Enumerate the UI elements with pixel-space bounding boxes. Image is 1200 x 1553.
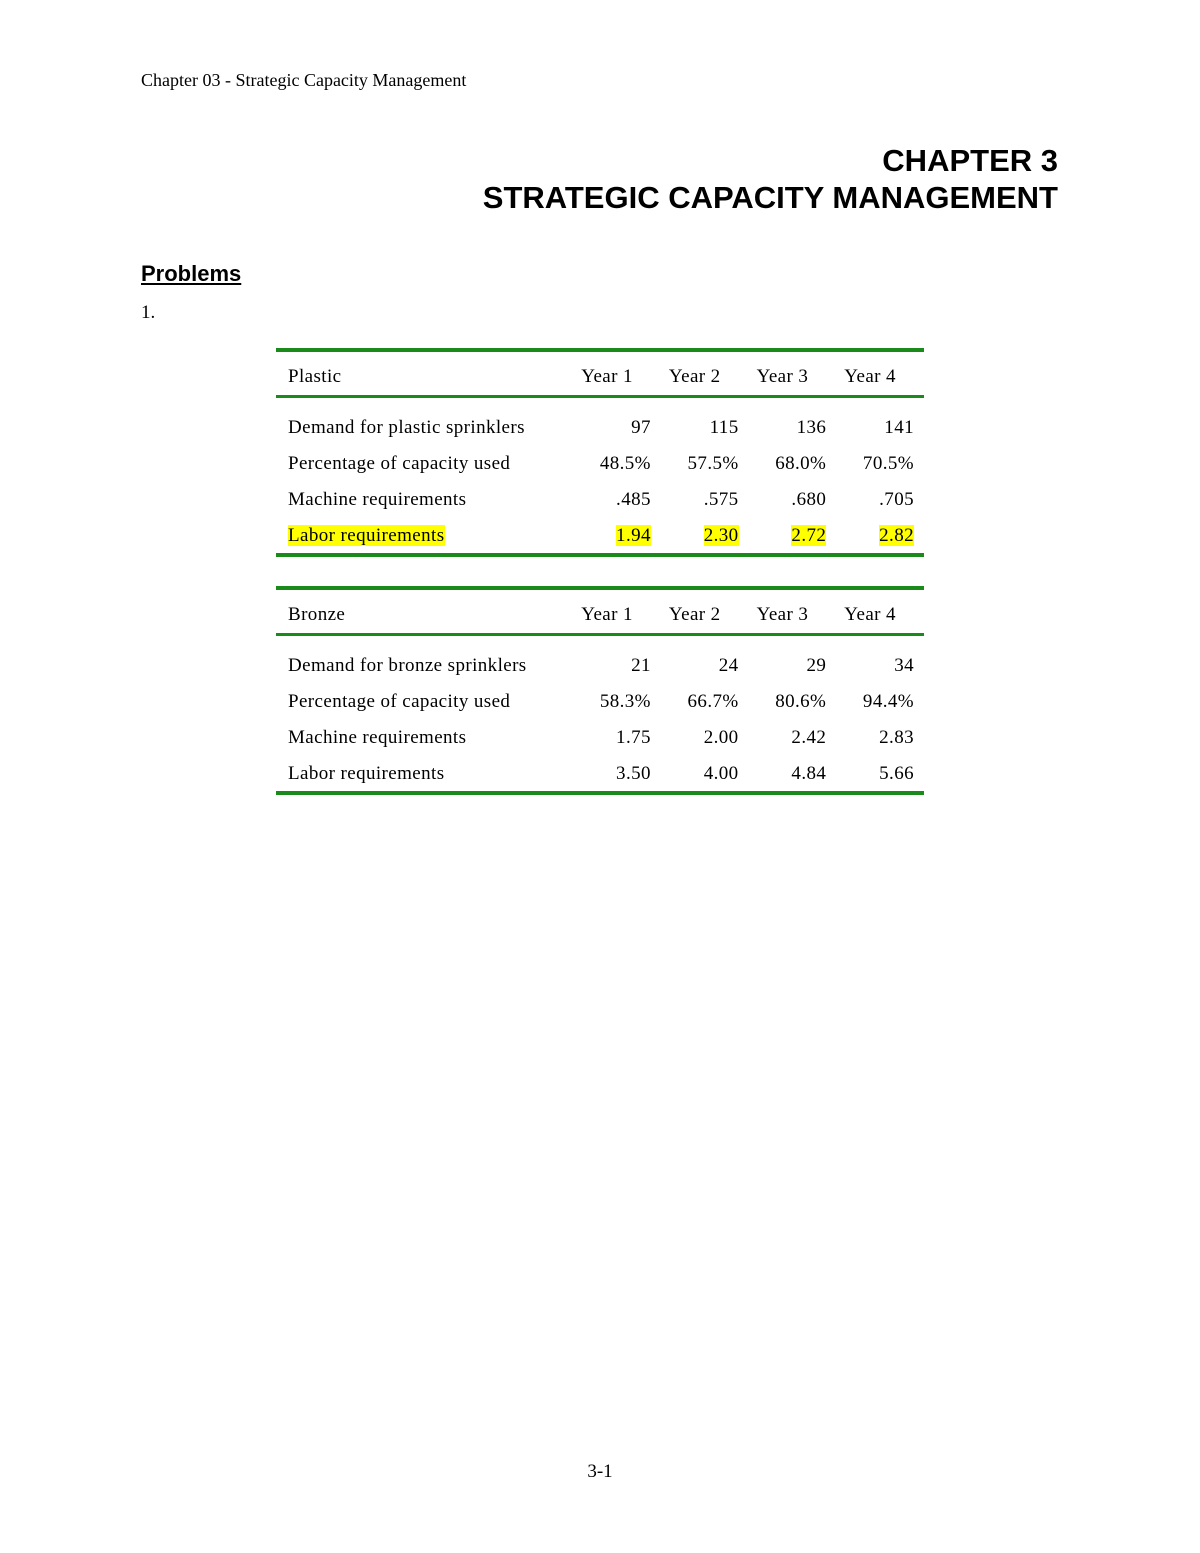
highlighted-text: 2.82	[879, 524, 914, 546]
table-cell: 48.5%	[599, 453, 651, 474]
table-cell: 97	[631, 417, 651, 438]
table-cell: 80.6%	[775, 691, 827, 712]
bronze-table	[276, 586, 924, 795]
table-cell	[826, 518, 924, 555]
table-header-cell: Year 2	[668, 603, 721, 625]
section-heading: Problems	[141, 261, 242, 286]
table-cell: 115	[709, 417, 739, 438]
highlighted-text: 1.94	[616, 524, 651, 546]
table-header-cell: Plastic	[288, 365, 342, 387]
row-label: Demand for plastic sprinklers	[288, 417, 525, 438]
row-label: Machine requirements	[288, 489, 467, 510]
row-label: Percentage of capacity used	[288, 691, 511, 712]
chapter-number: CHAPTER 3	[882, 143, 1058, 178]
table-cell: 29	[806, 655, 827, 676]
table-row	[276, 720, 924, 756]
table-row	[276, 446, 924, 482]
table-cell: 5.66	[879, 762, 914, 784]
table-cell: 4.00	[703, 762, 739, 784]
highlighted-text: 2.72	[791, 524, 827, 546]
table-cell: 68.0%	[775, 453, 827, 474]
plastic-table	[276, 348, 924, 557]
table-cell	[739, 518, 827, 555]
table-row	[276, 684, 924, 720]
table-cell: 2.42	[791, 727, 827, 748]
table-cell: 58.3%	[599, 691, 651, 712]
table-cell: 141	[884, 417, 914, 438]
table-header-cell: Year 3	[756, 365, 809, 387]
table-cell: 24	[718, 655, 739, 676]
running-header: Chapter 03 - Strategic Capacity Management	[141, 70, 467, 90]
table-cell: 94.4%	[862, 691, 914, 712]
row-label: Machine requirements	[288, 727, 467, 748]
table-cell: 2.00	[703, 727, 739, 748]
table-cell: 70.5%	[862, 453, 914, 474]
table-row	[276, 482, 924, 518]
table-cell: 2.83	[879, 727, 914, 748]
chapter-name: STRATEGIC CAPACITY MANAGEMENT	[482, 180, 1058, 215]
table-header-row	[276, 350, 924, 397]
problem-number: 1.	[141, 302, 156, 323]
table-row-highlighted	[276, 518, 924, 555]
table-header-cell: Year 2	[668, 365, 721, 387]
table-row	[276, 756, 924, 793]
table-row	[276, 635, 924, 685]
row-label: Labor requirements	[288, 762, 445, 784]
table-cell: 1.75	[616, 727, 651, 748]
table-header-cell: Bronze	[288, 603, 346, 625]
table-cell: 4.84	[791, 762, 827, 784]
row-label: Demand for bronze sprinklers	[288, 655, 527, 676]
table-cell: .705	[879, 489, 914, 510]
row-label	[276, 518, 563, 555]
table-row	[276, 397, 924, 447]
table-cell	[563, 518, 651, 555]
table-cell: 34	[894, 655, 914, 676]
table-cell: 136	[796, 417, 827, 438]
table-cell: .575	[703, 489, 739, 510]
page-number: 3-1	[587, 1461, 613, 1482]
table-cell: 21	[631, 655, 651, 676]
chapter-title	[483, 142, 1058, 216]
table-header-cell: Year 1	[581, 603, 633, 625]
table-cell: .485	[616, 489, 651, 510]
table-cell: 3.50	[616, 762, 651, 784]
table-cell: 66.7%	[687, 691, 739, 712]
table-header-cell: Year 1	[581, 365, 633, 387]
table-header-cell: Year 3	[756, 603, 809, 625]
table-header-cell: Year 4	[844, 603, 896, 625]
table-header-row	[276, 588, 924, 635]
table-header-cell: Year 4	[844, 365, 896, 387]
table-cell: .680	[791, 489, 827, 510]
table-cell	[651, 518, 739, 555]
table-cell: 57.5%	[687, 453, 739, 474]
row-label: Percentage of capacity used	[288, 453, 511, 474]
highlighted-text: 2.30	[703, 524, 739, 546]
highlighted-text: Labor requirements	[288, 524, 445, 546]
